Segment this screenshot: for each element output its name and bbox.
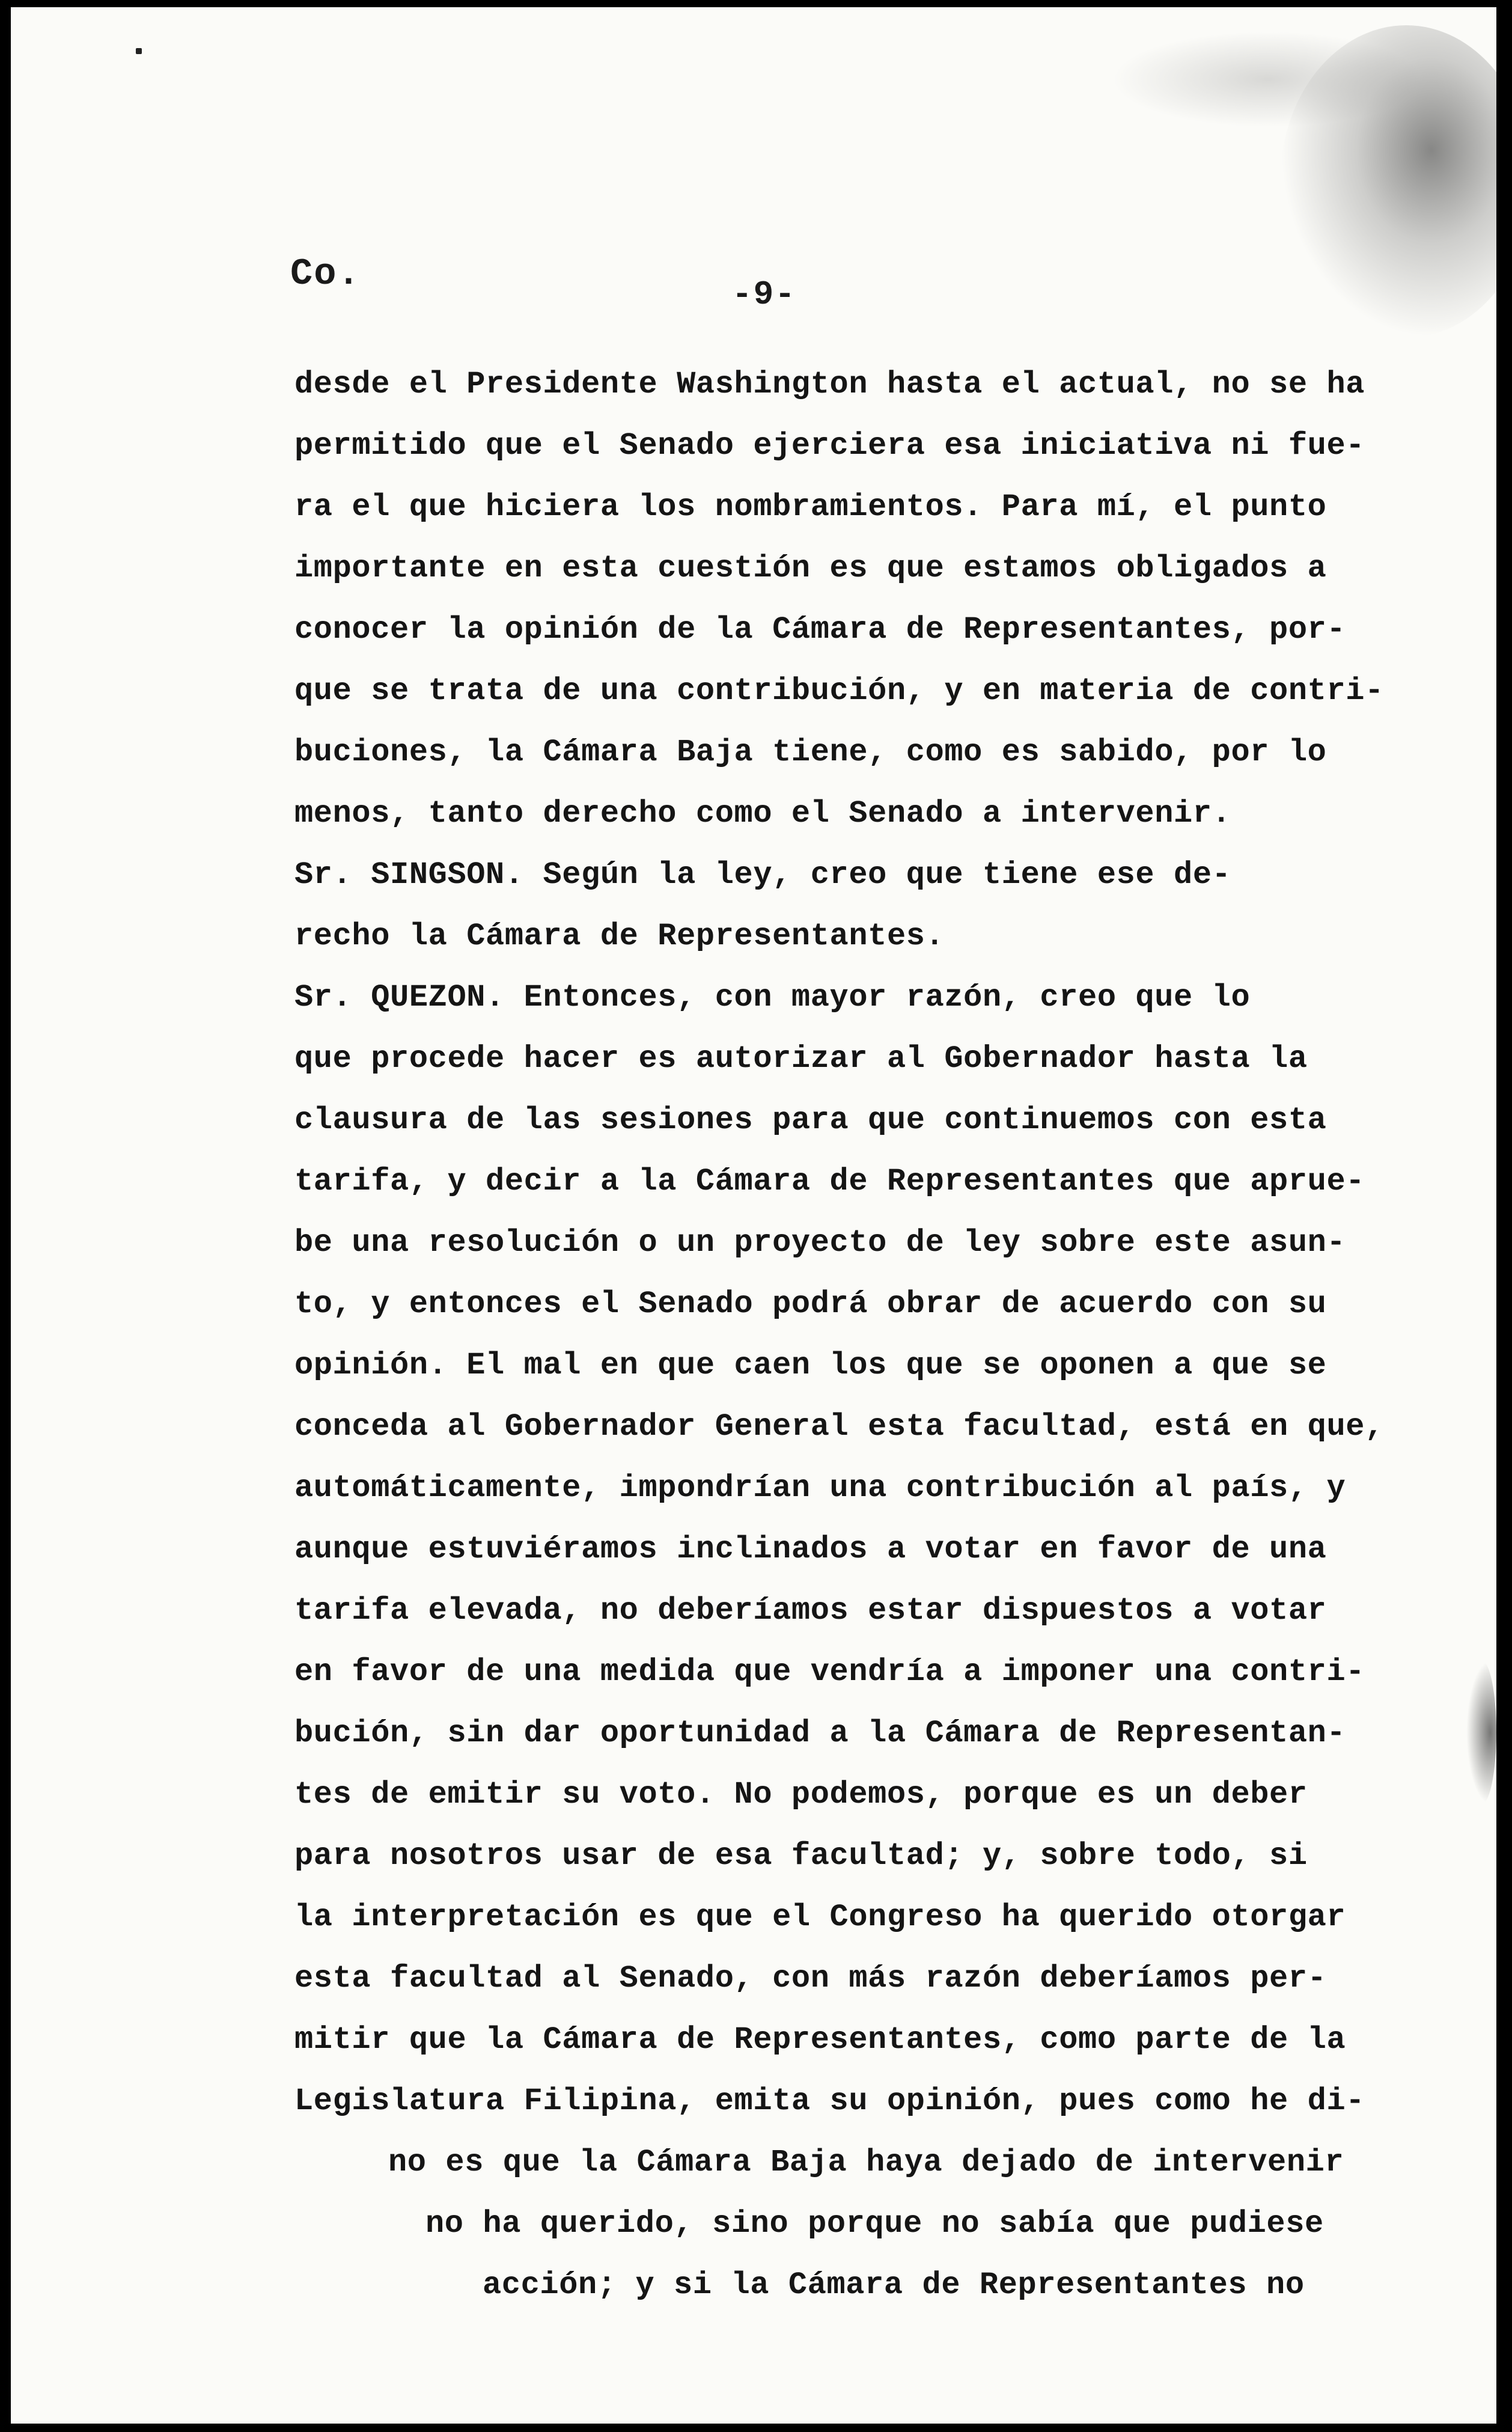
- text-line: Legislatura Filipina, emita su opinión, pues como he di-: [294, 2083, 1365, 2119]
- text-line: Sr. SINGSON. Según la ley, creo que tiene ese de-: [294, 857, 1231, 893]
- text-line: conceda al Gobernador General esta facultad, está en que,: [294, 1409, 1384, 1444]
- text-line: conocer la opinión de la Cámara de Representantes, por-: [294, 612, 1346, 647]
- text-line: opinión. El mal en que caen los que se oponen a que se: [294, 1348, 1327, 1383]
- text-line: be una resolución o un proyecto de ley sobre este asun-: [294, 1225, 1346, 1260]
- text-line: no es que la Cámara Baja haya dejado de intervenir: [388, 2145, 1344, 2180]
- text-line: ra el que hiciera los nombramientos. Para mí, el punto: [294, 489, 1327, 525]
- text-line: recho la Cámara de Representantes.: [294, 918, 945, 954]
- text-line: que procede hacer es autorizar al Gobernador hasta la: [294, 1041, 1308, 1077]
- scan-speck: [136, 48, 142, 54]
- text-line: la interpretación es que el Congreso ha querido otorgar: [294, 1899, 1346, 1935]
- page-number: -9-: [732, 275, 796, 314]
- text-line: tarifa, y decir a la Cámara de Representantes que aprue-: [294, 1164, 1365, 1199]
- scan-smudge: [1280, 25, 1496, 338]
- text-line: acción; y si la Cámara de Representantes no: [483, 2267, 1305, 2303]
- document-initials: Co.: [290, 252, 361, 295]
- text-line: bución, sin dar oportunidad a la Cámara de Representan-: [294, 1716, 1346, 1751]
- text-line: que se trata de una contribución, y en materia de contri-: [294, 673, 1384, 709]
- text-line: menos, tanto derecho como el Senado a intervenir.: [294, 796, 1231, 831]
- text-line: importante en esta cuestión es que estamos obligados a: [294, 551, 1327, 586]
- text-line: no ha querido, sino porque no sabía que pudiese: [425, 2206, 1324, 2241]
- text-line: buciones, la Cámara Baja tiene, como es sabido, por lo: [294, 735, 1327, 770]
- text-line: permitido que el Senado ejerciera esa iniciativa ni fue-: [294, 428, 1365, 463]
- text-line: to, y entonces el Senado podrá obrar de acuerdo con su: [294, 1286, 1327, 1322]
- text-line: automáticamente, impondrían una contribución al país, y: [294, 1470, 1346, 1506]
- document-page: [11, 7, 1496, 2424]
- scan-smudge: [1112, 31, 1424, 127]
- scan-smudge: [1466, 1660, 1496, 1804]
- text-line: tarifa elevada, no deberíamos estar dispuestos a votar: [294, 1593, 1327, 1628]
- text-line: clausura de las sesiones para que continuemos con esta: [294, 1102, 1327, 1138]
- text-line: mitir que la Cámara de Representantes, como parte de la: [294, 2022, 1346, 2058]
- text-line: esta facultad al Senado, con más razón deberíamos per-: [294, 1961, 1327, 1996]
- text-line: Sr. QUEZON. Entonces, con mayor razón, creo que lo: [294, 980, 1251, 1015]
- text-line: en favor de una medida que vendría a imponer una contri-: [294, 1654, 1365, 1690]
- text-line: para nosotros usar de esa facultad; y, sobre todo, si: [294, 1838, 1308, 1874]
- text-line: tes de emitir su voto. No podemos, porque es un deber: [294, 1777, 1308, 1812]
- text-line: aunque estuviéramos inclinados a votar en favor de una: [294, 1532, 1327, 1567]
- text-line: desde el Presidente Washington hasta el actual, no se ha: [294, 367, 1365, 402]
